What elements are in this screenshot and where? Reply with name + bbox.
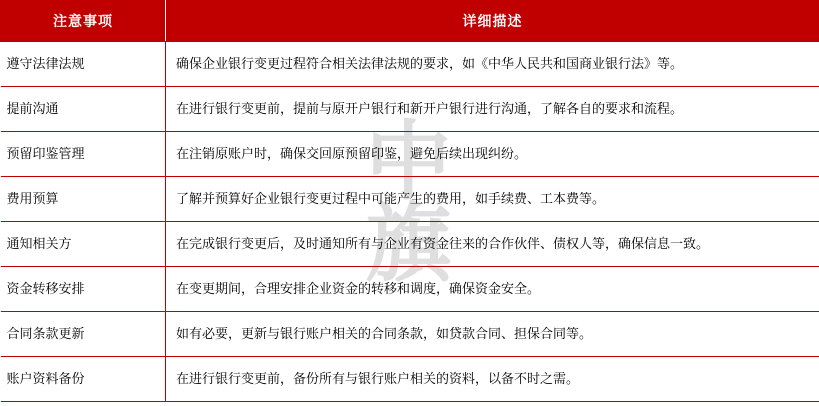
cell-item: 费用预算 — [1, 177, 166, 222]
cell-item: 通知相关方 — [1, 222, 166, 267]
table-row — [1, 357, 819, 402]
column-header-item: 注意事项 — [1, 1, 166, 42]
cell-item: 资金转移安排 — [1, 267, 166, 312]
table-row — [1, 267, 819, 312]
cell-description: 在变更期间，合理安排企业资金的转移和调度，确保资金安全。 — [166, 267, 819, 312]
table-row — [1, 177, 819, 222]
cell-item: 合同条款更新 — [1, 312, 166, 357]
table-row — [1, 312, 819, 357]
table-header-row — [1, 1, 819, 42]
cell-item: 预留印鉴管理 — [1, 132, 166, 177]
table-row — [1, 222, 819, 267]
cell-item: 遵守法律法规 — [1, 42, 166, 87]
cell-item: 账户资料备份 — [1, 357, 166, 402]
table-body — [1, 42, 819, 402]
watermark-char-1: 中 — [365, 111, 454, 213]
cell-description: 确保企业银行变更过程符合相关法律法规的要求，如《中华人民共和国商业银行法》等。 — [166, 42, 819, 87]
table-row — [1, 87, 819, 132]
cell-description: 在注销原账户时，确保交回原预留印鉴，避免后续出现纠纷。 — [166, 132, 819, 177]
cell-description: 在进行银行变更前，备份所有与银行账户相关的资料，以备不时之需。 — [166, 357, 819, 402]
watermark-char-2: 旗 — [365, 193, 454, 294]
cell-description: 了解并预算好企业银行变更过程中可能产生的费用，如手续费、工本费等。 — [166, 177, 819, 222]
table-row — [1, 132, 819, 177]
table-row — [1, 42, 819, 87]
cell-description: 在进行银行变更前，提前与原开户银行和新开户银行进行沟通，了解各自的要求和流程。 — [166, 87, 819, 132]
column-header-description: 详细描述 — [166, 1, 819, 42]
table-header — [1, 1, 819, 42]
cell-item: 提前沟通 — [1, 87, 166, 132]
cell-description: 在完成银行变更后，及时通知所有与企业有资金往来的合作伙伴、债权人等，确保信息一致。 — [166, 222, 819, 267]
cell-description: 如有必要，更新与银行账户相关的合同条款，如贷款合同、担保合同等。 — [166, 312, 819, 357]
